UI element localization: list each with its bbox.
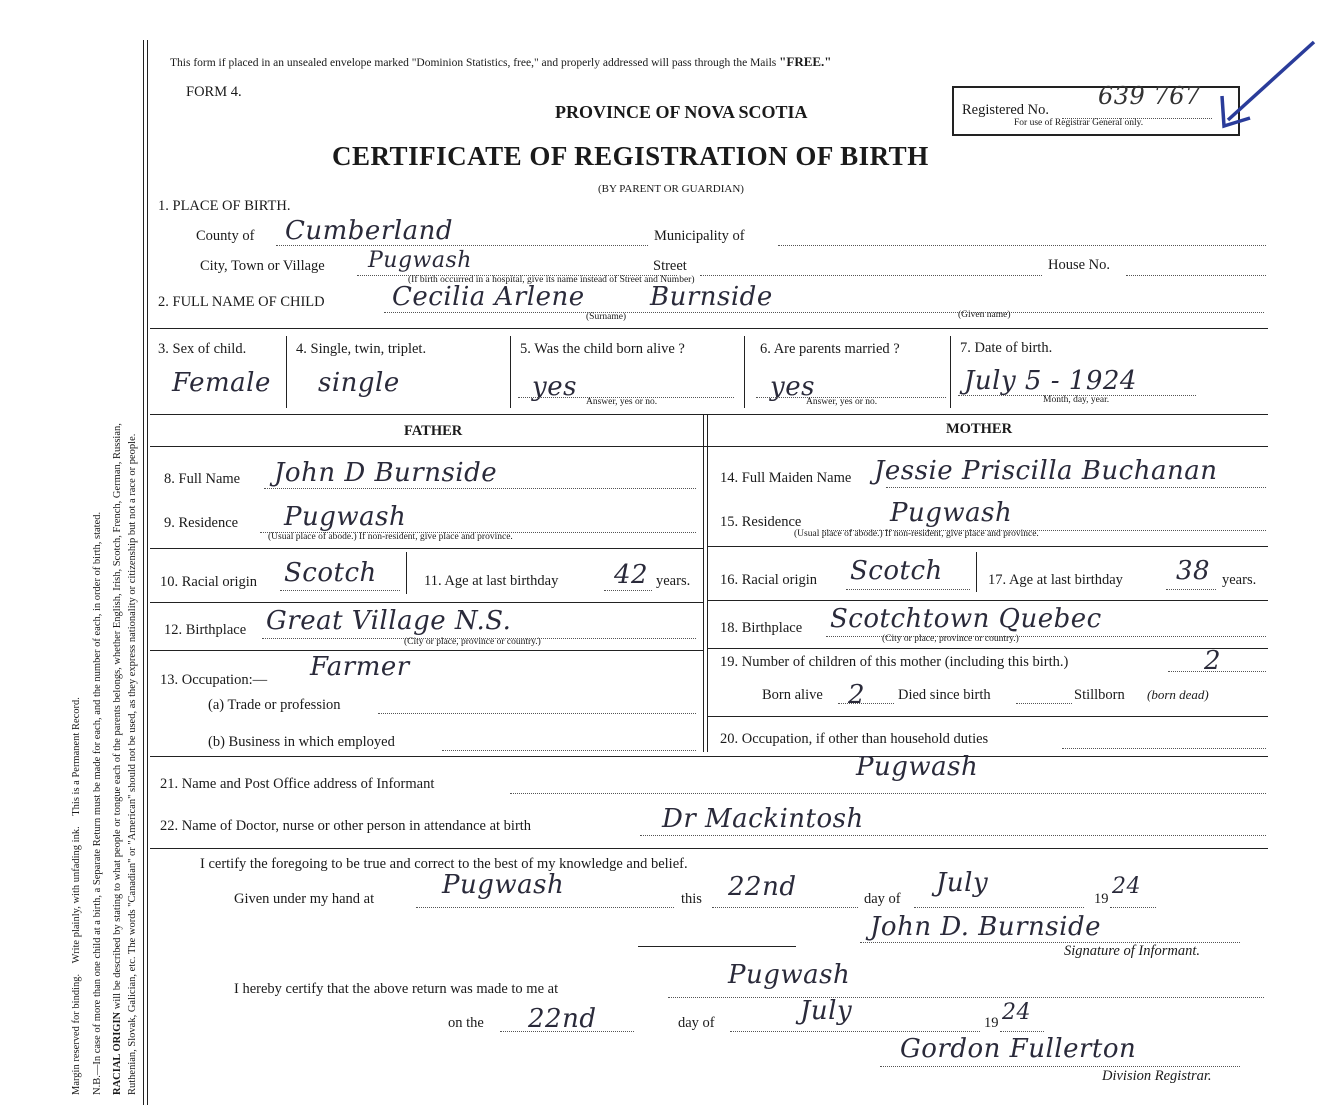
father-trade-label: (a) Trade or profession: [208, 697, 341, 713]
informant-label: 21. Name and Post Office address of Informant: [160, 776, 435, 792]
day-value: 22nd: [728, 872, 797, 902]
mother-occupation-label: 20. Occupation, if other than household duties: [720, 731, 989, 747]
margin-binding-note: Margin reserved for binding. Write plainly, with unfading ink. This is a Permanent Record.: [71, 697, 82, 1095]
registrar-note: For use of Registrar General only.: [1014, 118, 1144, 128]
registered-value: 639 767: [1098, 82, 1201, 110]
month-value: July: [936, 868, 989, 898]
sex-label: 3. Sex of child.: [158, 341, 247, 357]
dob-value: July 5 - 1924: [964, 366, 1137, 396]
certificate-subtitle: (BY PARENT OR GUARDIAN): [598, 183, 744, 195]
doctor-value: Dr Mackintosh: [662, 804, 864, 834]
mother-children-value: 2: [1204, 646, 1222, 676]
street-label: Street: [653, 258, 687, 274]
registrar-signature: Gordon Fullerton: [900, 1034, 1137, 1064]
county-label: County of: [196, 228, 255, 244]
signature-label: Signature of Informant.: [1064, 943, 1201, 959]
died-since-label: Died since birth: [898, 687, 991, 703]
city-value: Pugwash: [368, 248, 472, 273]
father-birthplace-value: Great Village N.S.: [266, 606, 512, 636]
mother-race-value: Scotch: [850, 556, 943, 586]
registrar-month-value: July: [800, 996, 853, 1026]
stillborn-note: (born dead): [1147, 687, 1209, 702]
mother-age-unit: years.: [1222, 572, 1257, 588]
margin-racial-note-1: RACIAL ORIGIN will be described by stating to what people or tongue each of the parents belongs, whether English, Irish, Scotch, French, German, Russian,: [112, 423, 123, 1095]
stillborn-label: Stillborn: [1074, 687, 1125, 703]
alive-note: Answer, yes or no.: [586, 397, 658, 407]
married-label: 6. Are parents married ?: [760, 341, 900, 357]
registrar-day-of-label: day of: [678, 1015, 715, 1031]
born-alive-value: 2: [848, 680, 866, 710]
form-number: FORM 4.: [186, 84, 242, 100]
registrar-title: Division Registrar.: [1102, 1068, 1212, 1084]
born-alive-label: Born alive: [762, 687, 823, 703]
informant-signature: John D. Burnside: [870, 912, 1101, 942]
mother-heading: MOTHER: [946, 421, 1013, 437]
mother-age-label: 17. Age at last birthday: [988, 572, 1123, 588]
child-name-label: 2. FULL NAME OF CHILD: [158, 294, 325, 310]
father-birthplace-note: (City or place, province or country.): [404, 637, 541, 647]
surname-note: (Surname): [586, 312, 627, 322]
mother-children-label: 19. Number of children of this mother (including this birth.): [720, 654, 1069, 670]
year-value: 24: [1112, 874, 1141, 899]
married-value: yes: [770, 372, 815, 402]
this-label: this: [681, 891, 702, 907]
father-age-value: 42: [614, 560, 649, 590]
certificate-title: CERTIFICATE OF REGISTRATION OF BIRTH: [332, 141, 929, 171]
given-label: Given under my hand at: [234, 891, 375, 907]
doctor-label: 22. Name of Doctor, nurse or other person in attendance at birth: [160, 818, 532, 834]
on-label: on the: [448, 1015, 484, 1031]
given-place-value: Pugwash: [442, 870, 565, 900]
alive-label: 5. Was the child born alive ?: [520, 341, 685, 357]
father-race-label: 10. Racial origin: [160, 574, 258, 590]
father-name-value: John D Burnside: [274, 458, 498, 488]
blue-arrow-mark: [1210, 36, 1320, 132]
informant-value: Pugwash: [856, 752, 979, 782]
mother-res-value: Pugwash: [890, 498, 1013, 528]
place-heading: 1. PLACE OF BIRTH.: [158, 198, 291, 214]
mother-birthplace-note: (City or place, province or country.): [882, 634, 1019, 644]
registrar-place-value: Pugwash: [728, 960, 851, 990]
mother-res-label: 15. Residence: [720, 514, 802, 530]
father-age-unit: years.: [656, 573, 691, 589]
margin-racial-note-2: Ruthenian, Slovak, Galician, etc. The words "Canadian" or "American" should not be used, as they express nationality or citizenship but not a race or people.: [127, 433, 138, 1095]
mother-race-label: 16. Racial origin: [720, 572, 818, 588]
mother-name-value: Jessie Priscilla Buchanan: [874, 456, 1218, 486]
father-occupation-value: Farmer: [310, 652, 410, 682]
father-occupation-label: 13. Occupation:—: [160, 672, 268, 688]
house-label: House No.: [1048, 257, 1111, 273]
married-note: Answer, yes or no.: [806, 397, 878, 407]
municipality-label: Municipality of: [654, 228, 745, 244]
registrar-year-prefix: 19: [984, 1015, 999, 1031]
father-res-value: Pugwash: [284, 502, 407, 532]
certify-statement: I certify the foregoing to be true and correct to the best of my knowledge and belief.: [200, 856, 688, 872]
registrar-statement: I hereby certify that the above return was made to me at: [234, 981, 559, 997]
mother-res-note: (Usual place of abode.) If non-resident, give place and province.: [794, 529, 1039, 539]
city-label: City, Town or Village: [200, 258, 325, 274]
hospital-note: (If birth occurred in a hospital, give its name instead of Street and Number): [408, 275, 695, 285]
father-heading: FATHER: [404, 423, 463, 439]
registered-label: Registered No.: [962, 102, 1049, 118]
single-label: 4. Single, twin, triplet.: [296, 341, 427, 357]
single-value: single: [318, 368, 400, 398]
father-race-value: Scotch: [284, 558, 377, 588]
form-left-border: [143, 40, 148, 1105]
given-note: (Given name): [958, 310, 1011, 320]
mother-name-label: 14. Full Maiden Name: [720, 470, 852, 486]
registrar-year-value: 24: [1002, 1000, 1031, 1025]
mother-birthplace-value: Scotchtown Quebec: [830, 604, 1102, 634]
child-given-value: Cecilia Arlene: [392, 282, 585, 312]
child-surname-value: Burnside: [650, 282, 773, 312]
dob-note: Month, day, year.: [1043, 395, 1110, 405]
margin-nb-note: N.B.—In case of more than one child at a birth, a Separate Return must be made for each, and the number of each, in order of birth, stated.: [92, 511, 103, 1095]
dob-label: 7. Date of birth.: [960, 340, 1053, 356]
father-name-label: 8. Full Name: [164, 471, 241, 487]
registrar-day-value: 22nd: [528, 1004, 597, 1034]
province-title: PROVINCE OF NOVA SCOTIA: [555, 102, 808, 122]
county-value: Cumberland: [285, 216, 453, 246]
father-business-label: (b) Business in which employed: [208, 734, 395, 750]
mail-notice: This form if placed in an unsealed envelope marked "Dominion Statistics, free," and properly addressed will pass through the Mails "FREE.": [170, 54, 832, 69]
father-res-note: (Usual place of abode.) If non-resident, give place and province.: [268, 532, 513, 542]
mother-age-value: 38: [1176, 556, 1211, 586]
year-prefix: 19: [1094, 891, 1109, 907]
father-age-label: 11. Age at last birthday: [424, 573, 559, 589]
day-of-label: day of: [864, 891, 901, 907]
father-res-label: 9. Residence: [164, 515, 239, 531]
father-birthplace-label: 12. Birthplace: [164, 622, 247, 638]
alive-value: yes: [532, 372, 577, 402]
sex-value: Female: [172, 368, 271, 398]
mother-birthplace-label: 18. Birthplace: [720, 620, 803, 636]
